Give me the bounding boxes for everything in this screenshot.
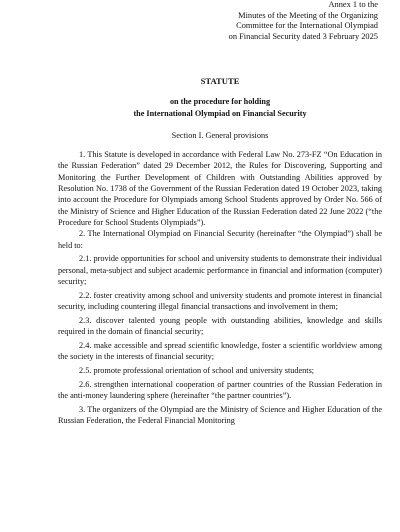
section-heading: Section I. General provisions bbox=[171, 131, 269, 141]
annex-line: on Financial Security dated 3 February 2025 bbox=[228, 31, 378, 41]
paragraph: 2.3. discover talented young people with outstanding abilities, knowledge and skills required in the domain of financial security; bbox=[58, 315, 382, 337]
paragraph: 2.4. make accessible and spread scientific knowledge, foster a scientific worldview among the society in the interests of financial security; bbox=[58, 340, 382, 362]
paragraph: 1. This Statute is developed in accordance with Federal Law No. 273-FZ “On Education in the Russian Federation” dated 29 December 2012, the Rules for Discovering, Supporting and Monitoring the Further Development of Children with Outstanding Abilities approved by Resolution No. 1738 of the Government of the Russian Federation dated 19 October 2023, taking into account the Procedure for Olympiads among School Students approved by Order No. 566 of the Ministry of Science and Higher Education of the Russian Federation dated 22 June 2022 (“the Procedure for School Students Olympiads”). bbox=[58, 150, 382, 227]
paragraph: 2. The International Olympiad on Financial Security (hereinafter “the Olympiad”) shall be held to: bbox=[58, 229, 382, 250]
subtitle-line: on the procedure for holding bbox=[169, 97, 271, 107]
paragraph: 2.1. provide opportunities for school and university students to demonstrate their individual personal, meta-subject and subject academic performance in financial and information (computer) security; bbox=[58, 254, 382, 286]
document-body bbox=[58, 149, 382, 426]
annex-block bbox=[58, 0, 382, 42]
paragraph: 3. The organizers of the Olympiad are the Ministry of Science and Higher Education of the Russian Federation, the Federal Financial Monitoring bbox=[58, 404, 382, 426]
paragraph: 2.5. promote professional orientation of school and university students; bbox=[79, 366, 315, 376]
annex-line: Minutes of the Meeting of the Organizing bbox=[238, 10, 378, 20]
subtitle-line: the International Olympiad on Financial Security bbox=[133, 108, 307, 118]
annex-line: Committee for the International Olympiad bbox=[236, 21, 378, 31]
document-title: STATUTE bbox=[200, 76, 240, 87]
paragraph: 2.6. strengthen international cooperation of partner countries of the Russian Federation in the anti-money laundering sphere (hereinafter “the partner countries”). bbox=[58, 379, 382, 401]
paragraph: 2.2. foster creativity among school and university students and promote interest in financial security, including countering illegal financial transactions and involvement in them; bbox=[58, 290, 382, 312]
annex-line: Annex 1 to the bbox=[328, 0, 378, 9]
document-subtitle bbox=[58, 96, 382, 119]
